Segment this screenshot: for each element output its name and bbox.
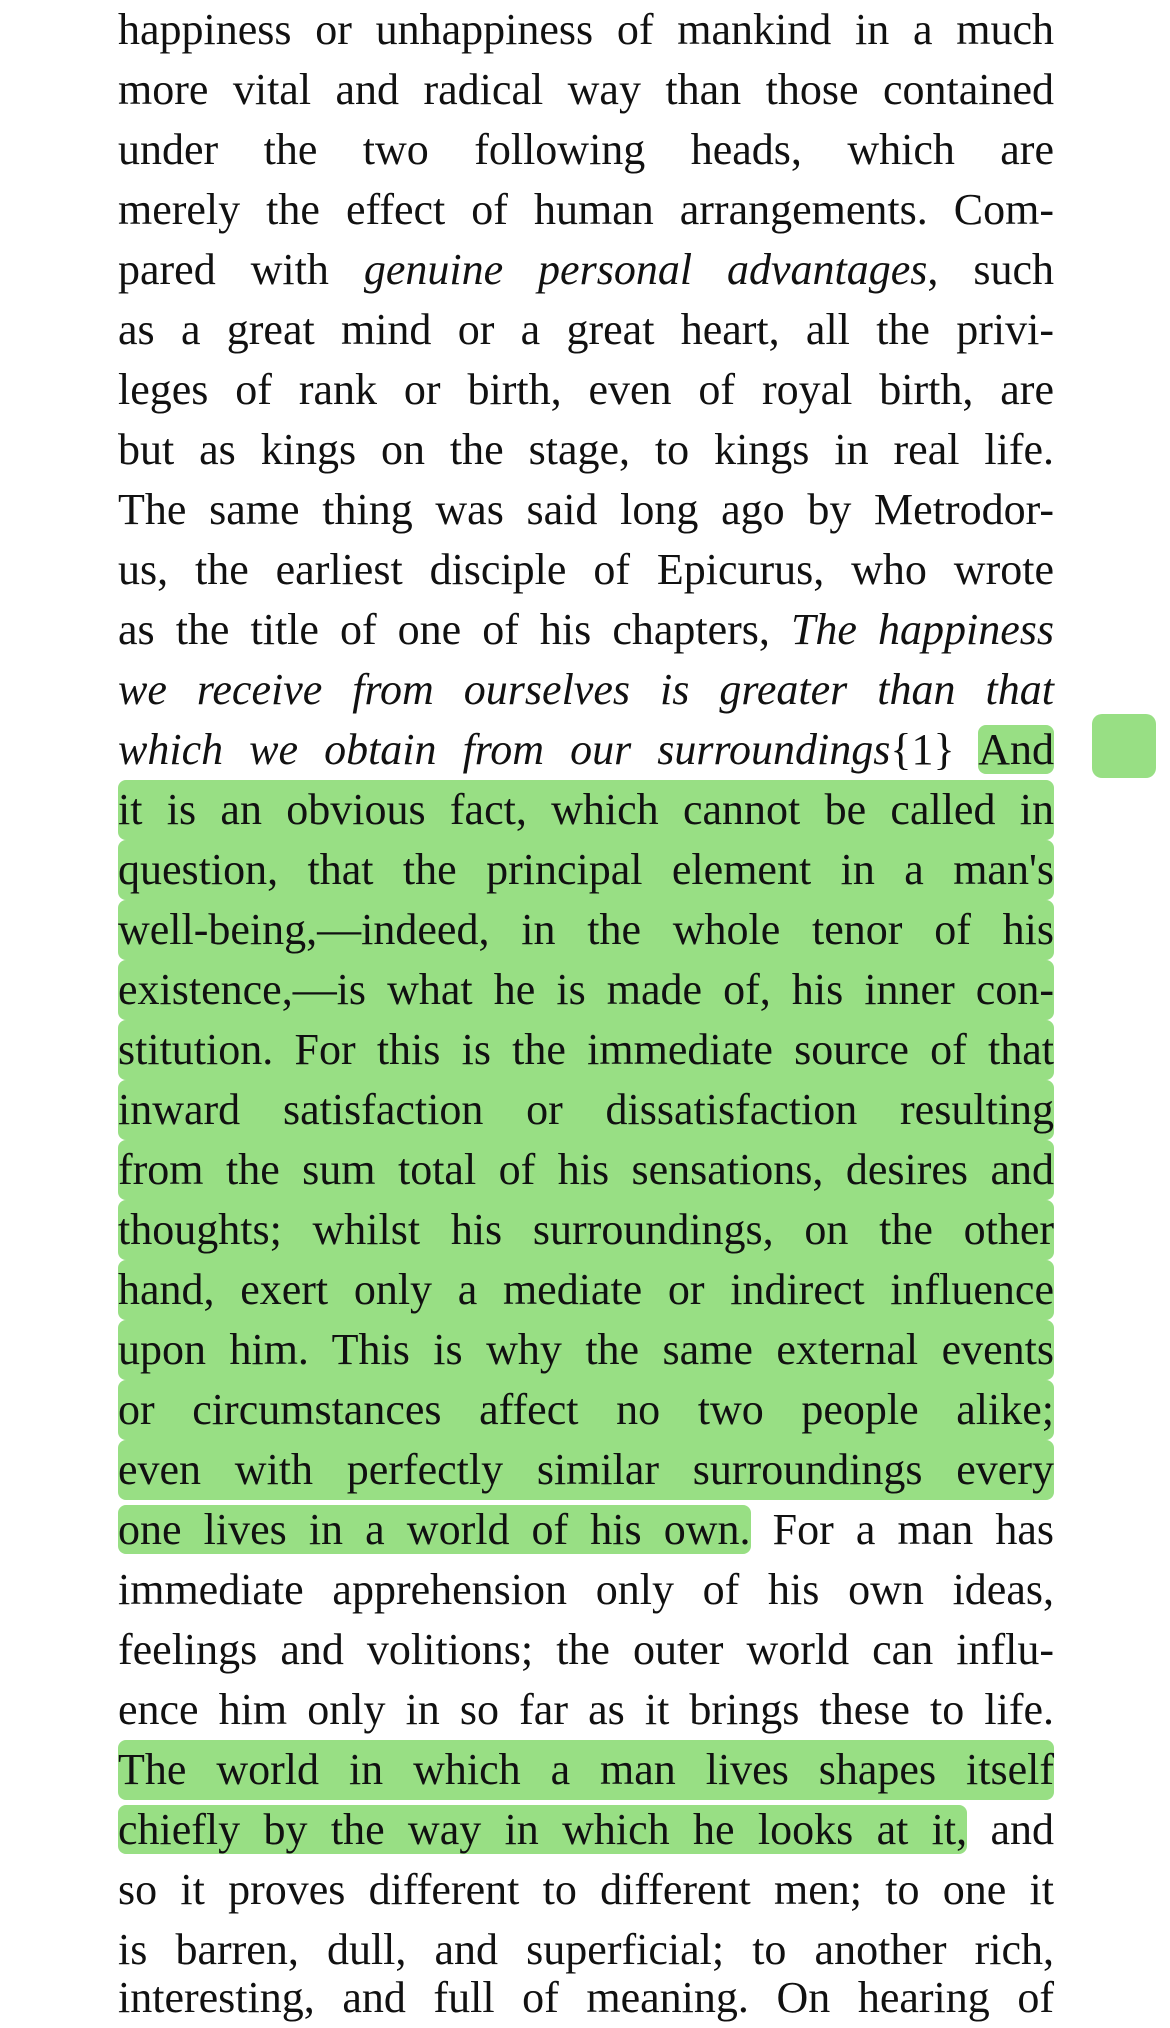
book-text-column bbox=[118, 0, 1054, 1980]
text-line: pared with genuine personal advantages, such bbox=[118, 245, 1054, 294]
highlighted-line: even with perfectly similar surroundings every bbox=[118, 1440, 1054, 1500]
text-line: us, the earliest disciple of Epicurus, who wrote bbox=[118, 545, 1054, 594]
text-line bbox=[118, 1500, 1054, 1560]
text-line: so it proves different to different men; to one it bbox=[118, 1865, 1054, 1914]
text-line: feelings and volitions; the outer world can influ- bbox=[118, 1625, 1054, 1674]
text-line: immediate apprehension only of his own ideas, bbox=[118, 1565, 1054, 1614]
highlighted-line: inward satisfaction or dissatisfaction resulting bbox=[118, 1080, 1054, 1140]
highlighted-text: And bbox=[978, 725, 1054, 774]
highlighted-line: it is an obvious fact, which cannot be called in bbox=[118, 780, 1054, 840]
highlight-note-marker[interactable] bbox=[1092, 714, 1156, 778]
italic-text: The happiness bbox=[790, 605, 1054, 654]
partially-visible-line: interesting, and full of meaning. On hearing of bbox=[118, 1973, 1054, 2022]
highlighted-line: or circumstances affect no two people alike; bbox=[118, 1380, 1054, 1440]
highlighted-line: The world in which a man lives shapes itself bbox=[118, 1740, 1054, 1800]
highlighted-line: thoughts; whilst his surroundings, on the other bbox=[118, 1200, 1054, 1260]
highlighted-line: hand, exert only a mediate or indirect influence bbox=[118, 1260, 1054, 1320]
text-line: as the title of one of his chapters, The happiness bbox=[118, 605, 1054, 654]
highlighted-line: from the sum total of his sensations, desires and bbox=[118, 1140, 1054, 1200]
text-line bbox=[118, 720, 1054, 780]
italic-text: which we obtain from our surroundings bbox=[118, 725, 891, 774]
text-line: as a great mind or a great heart, all the privi- bbox=[118, 305, 1054, 354]
highlighted-line: stitution. For this is the immediate source of that bbox=[118, 1020, 1054, 1080]
text-line: more vital and radical way than those contained bbox=[118, 65, 1054, 114]
italic-text: we receive from ourselves is greater than that bbox=[118, 665, 1054, 714]
text-line: but as kings on the stage, to kings in real life. bbox=[118, 425, 1054, 474]
text-line: merely the effect of human arrangements. Com- bbox=[118, 185, 1054, 234]
text-line: ence him only in so far as it brings these to life. bbox=[118, 1685, 1054, 1734]
text-line bbox=[118, 1800, 1054, 1860]
text-line: leges of rank or birth, even of royal birth, are bbox=[118, 365, 1054, 414]
text-line: under the two following heads, which are bbox=[118, 125, 1054, 174]
italic-text: genuine personal advantages bbox=[363, 245, 928, 294]
plain-text: For a man has bbox=[750, 1505, 1054, 1554]
plain-text: and bbox=[967, 1805, 1054, 1854]
highlighted-text: one lives in a world of his own. bbox=[118, 1505, 751, 1554]
highlighted-text: chiefly by the way in which he looks at it, bbox=[118, 1805, 968, 1854]
highlighted-line: existence,—is what he is made of, his inner con- bbox=[118, 960, 1054, 1020]
highlighted-line: question, that the principal element in a man's bbox=[118, 840, 1054, 900]
text-line: is barren, dull, and superficial; to another rich, bbox=[118, 1925, 1054, 1974]
text-line bbox=[118, 660, 1054, 720]
text-line: happiness or unhappiness of mankind in a much bbox=[118, 5, 1054, 54]
highlighted-line: upon him. This is why the same external events bbox=[118, 1320, 1054, 1380]
footnote-ref: {1} bbox=[890, 725, 979, 774]
text-line: The same thing was said long ago by Metrodor- bbox=[118, 485, 1054, 534]
highlighted-line: well-being,—indeed, in the whole tenor of his bbox=[118, 900, 1054, 960]
